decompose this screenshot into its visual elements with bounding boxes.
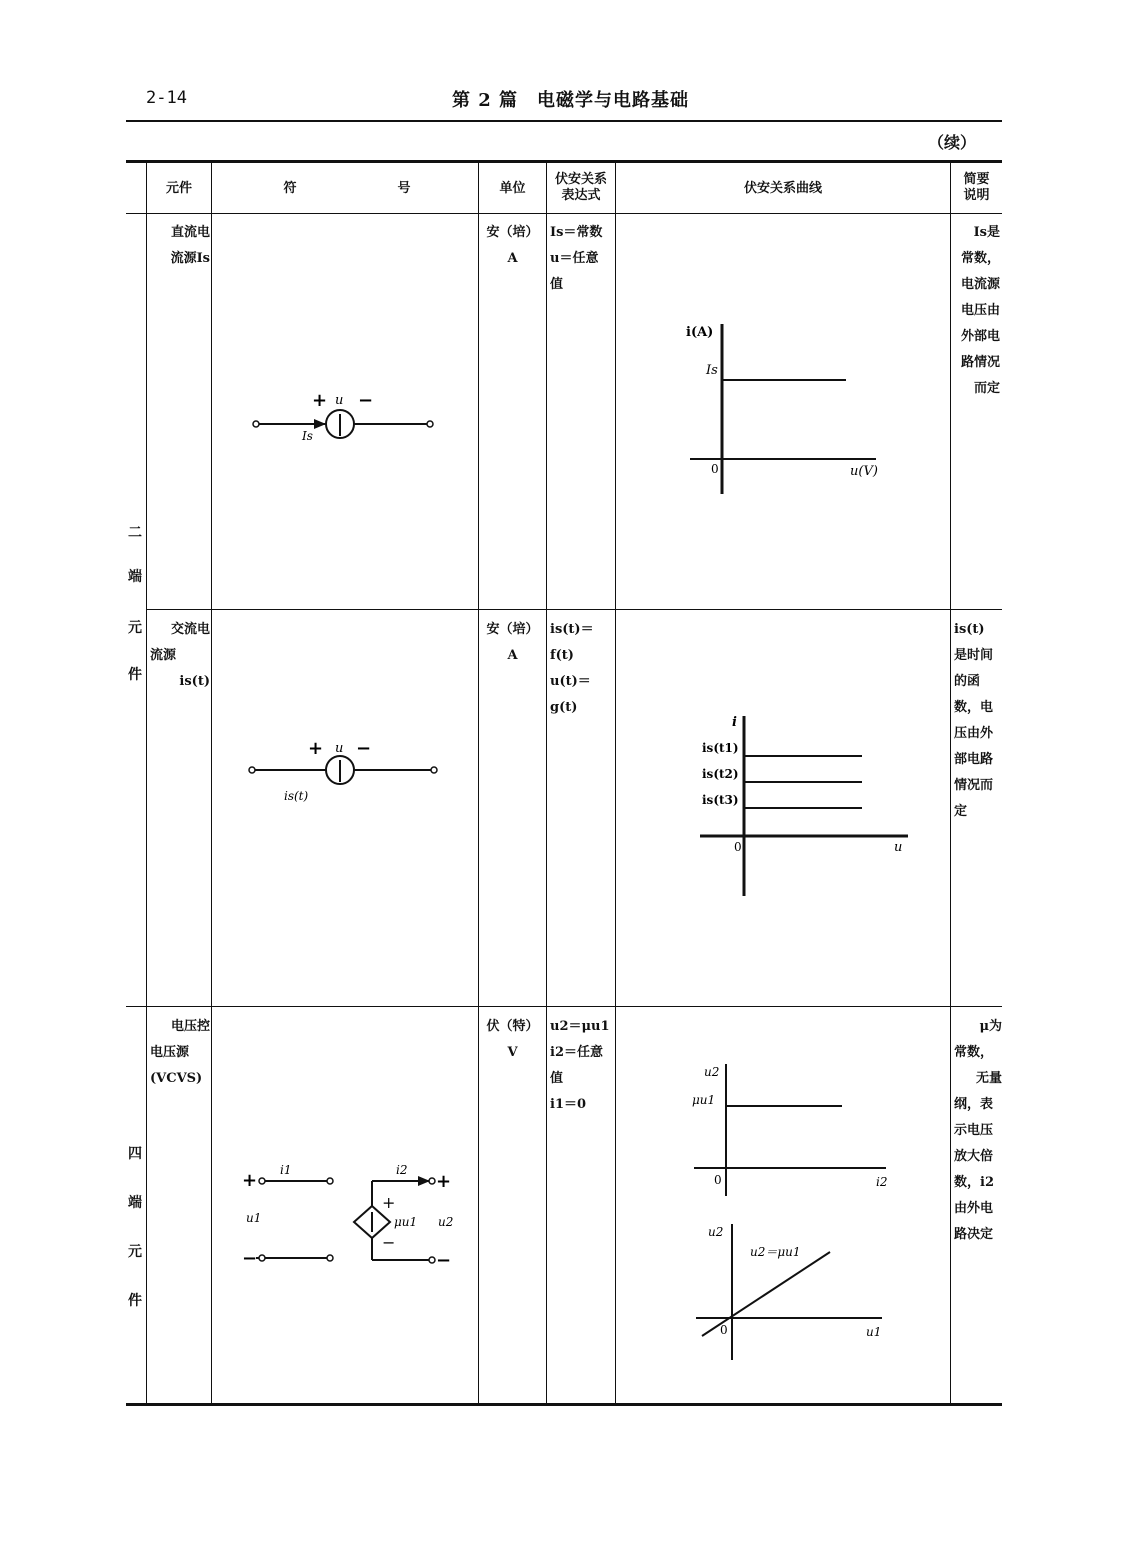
row3-unit (479, 1014, 546, 1066)
col-rule-4 (546, 163, 547, 1403)
row3-terminal-left-bottom-end (327, 1255, 333, 1261)
row2-unit-name: 安（培） (486, 622, 539, 637)
row3-unit-symbol: V (507, 1045, 518, 1060)
row1-element-line1: 直流电 (170, 225, 210, 240)
table-bottom-rule (126, 1403, 1002, 1406)
group-two-terminal-4: 件 (128, 667, 142, 683)
row1-sym-minus: − (358, 390, 374, 411)
row3-relation-line4: i1＝0 (550, 1097, 587, 1112)
row3-c2-origin-label: 0 (720, 1323, 728, 1337)
row1-unit-symbol: A (507, 251, 518, 266)
row2-terminal-left (249, 767, 255, 773)
row3-element (150, 1014, 210, 1092)
group-two-terminal-1: 二 (128, 525, 142, 541)
row1-note-line6: 路情况 (960, 355, 1000, 370)
row2-unit (479, 617, 546, 669)
row3-note-line7: 数，i2 (954, 1175, 994, 1190)
row2-element-line3: is(t) (179, 674, 210, 689)
row1-level-label: Is (706, 363, 718, 378)
row2-note-line1: is(t) (954, 622, 985, 637)
row3-terminal-left-bottom (259, 1255, 265, 1261)
row2-element (150, 617, 210, 695)
row2-element-line1: 交流电 (170, 622, 210, 637)
col-header-symbol-a: 符 (283, 181, 297, 196)
row2-note-line5: 压由外 (954, 726, 994, 741)
row1-relation (550, 220, 614, 298)
row3-c2-y-label: u2 (708, 1225, 724, 1239)
col-rule-6 (950, 163, 951, 1403)
row3-unit-name: 伏（特） (486, 1019, 539, 1034)
row3-relation-line3: 值 (550, 1071, 564, 1086)
col-header-note-b: 说明 (963, 188, 990, 203)
row1-sym-plus: + (312, 390, 328, 411)
row2-relation-line1: is(t)＝ (550, 622, 594, 637)
row1-curve-chart (680, 318, 910, 503)
row1-note-line5: 外部电 (960, 329, 1000, 344)
row3-note-line9: 路决定 (954, 1227, 994, 1242)
col-header-relation-a: 伏安关系 (554, 172, 607, 187)
row3-c1-y-label: u2 (704, 1065, 720, 1079)
row1-relation-line3: 值 (550, 277, 564, 292)
row2-origin-label: 0 (734, 840, 742, 854)
row3-c1-x-label: i2 (876, 1175, 888, 1189)
row3-sym-plus-right: + (436, 1171, 452, 1192)
row3-relation (550, 1014, 614, 1118)
col-header-unit: 单位 (499, 181, 526, 196)
row3-element-line2: 电压源 (150, 1045, 190, 1060)
row2-symbol-diagram (236, 730, 456, 810)
col-header-note-a: 简要 (963, 172, 990, 187)
row2-relation (550, 617, 614, 721)
group-four-terminal-4: 件 (128, 1293, 142, 1309)
row3-terminal-left-top (259, 1178, 265, 1184)
row3-sym-minus-left: − (242, 1248, 258, 1269)
row1-symbol-diagram (240, 380, 460, 460)
row2-sym-current: is(t) (284, 789, 309, 803)
col-rule-3 (478, 163, 479, 1403)
row3-symbol-diagram (236, 1150, 468, 1280)
header-bottom-rule (126, 213, 1002, 214)
row1-element (150, 220, 210, 272)
row3-sym-i1: i1 (280, 1163, 292, 1177)
row3-note-line2: 常数， (954, 1045, 994, 1060)
row2-x-label: u (894, 840, 903, 855)
row1-sym-u: u (335, 393, 344, 408)
row3-sym-u1: u1 (246, 1211, 262, 1225)
row1-note-line3: 电流源 (960, 277, 1000, 292)
row2-sym-plus: + (308, 738, 324, 759)
row1-relation-line2: u＝任意 (550, 251, 599, 266)
col-rule-2 (211, 163, 212, 1403)
row2-note-line8: 定 (954, 804, 968, 819)
row1-bottom-rule (146, 609, 1002, 610)
group-four-terminal-3: 元 (128, 1244, 142, 1260)
row3-note-line8: 由外电 (954, 1201, 994, 1216)
page-number: 2-14 (146, 88, 187, 108)
row3-note-line3: 无量 (975, 1071, 1002, 1086)
group-four-terminal-1: 四 (128, 1146, 142, 1162)
row3-c1-level-label: μu1 (692, 1093, 716, 1107)
row1-unit-name: 安（培） (486, 225, 539, 240)
row3-curve2-chart (688, 1218, 900, 1368)
col-header-element: 元件 (165, 181, 192, 196)
row1-terminal-right (427, 421, 433, 427)
row3-c2-x-label: u1 (866, 1325, 882, 1339)
group-two-terminal-3: 元 (128, 620, 142, 636)
row3-element-line1: 电压控 (170, 1019, 210, 1034)
row2-bottom-rule (126, 1006, 1002, 1007)
row3-curve1-chart (688, 1058, 900, 1198)
row1-sym-current: Is (302, 429, 313, 443)
row3-sym-i2: i2 (396, 1163, 408, 1177)
row3-sym-minus-right: − (436, 1250, 452, 1271)
group-four-terminal-2: 端 (128, 1195, 142, 1211)
row2-sym-minus: − (356, 738, 372, 759)
row2-terminal-right (431, 767, 437, 773)
row1-note (954, 220, 1000, 402)
row2-note-line2: 是时间 (954, 648, 994, 663)
row3-sym-mu-u1: μu1 (394, 1215, 418, 1229)
row3-sym-plus-src: + (382, 1193, 396, 1212)
continued-label: （续） (928, 133, 977, 152)
row1-terminal-left (253, 421, 259, 427)
row2-element-line2: 流源 (150, 648, 177, 663)
row3-c2-line-label: u2＝μu1 (750, 1245, 801, 1259)
row3-current-arrow-i2 (418, 1176, 430, 1186)
row1-note-line2: 常数， (960, 251, 1000, 266)
col-header-relation-b: 表达式 (561, 188, 601, 203)
col-rule-1 (146, 163, 147, 1403)
row2-level2-label: is(t2) (702, 767, 739, 781)
row3-note-line5: 示电压 (954, 1123, 994, 1138)
header-rule (126, 120, 1002, 122)
row1-note-line4: 电压由 (960, 303, 1000, 318)
row1-x-label: u(V) (850, 464, 878, 479)
row2-note-line4: 数，电 (954, 700, 994, 715)
row2-unit-symbol: A (507, 648, 518, 663)
table-top-rule (126, 160, 1002, 163)
row2-relation-line4: g(t) (550, 700, 578, 715)
row3-terminal-left-top-end (327, 1178, 333, 1184)
row3-sym-plus-left: + (242, 1170, 258, 1191)
row2-level3-label: is(t3) (702, 793, 739, 807)
row3-note (954, 1014, 1002, 1248)
col-rule-5 (615, 163, 616, 1403)
row1-relation-line1: Is＝常数 (550, 225, 603, 240)
row3-sym-minus-src: − (382, 1233, 396, 1252)
row2-relation-line3: u(t)＝ (550, 674, 591, 689)
row3-relation-line1: u2＝μu1 (550, 1019, 610, 1034)
row2-curve-chart (690, 708, 920, 903)
row2-note-line3: 的函 (954, 674, 981, 689)
row3-note-line1: μ为 (979, 1019, 1002, 1034)
row3-terminal-right-bottom (429, 1257, 435, 1263)
row3-sym-u2: u2 (438, 1215, 454, 1229)
row2-relation-line2: f(t) (550, 648, 574, 663)
row1-element-line2: 流源Is (170, 251, 210, 266)
page-title: 第 2 篇 电磁学与电路基础 (452, 90, 690, 111)
row1-origin-label: 0 (711, 462, 719, 476)
col-header-symbol-b: 号 (397, 181, 411, 196)
row3-c1-origin-label: 0 (714, 1173, 722, 1187)
row1-note-line7: 而定 (973, 381, 1000, 396)
row2-note-line6: 部电路 (954, 752, 994, 767)
row3-note-line4: 纲，表 (954, 1097, 994, 1112)
row2-level1-label: is(t1) (702, 741, 739, 755)
row2-y-label: i (732, 715, 737, 730)
row2-note (954, 617, 1002, 825)
row3-relation-line2: i2＝任意 (550, 1045, 603, 1060)
row1-current-arrow (314, 419, 326, 429)
row1-unit (479, 220, 546, 272)
row2-note-line7: 情况而 (954, 778, 994, 793)
row1-note-line1: Is是 (973, 225, 1000, 240)
group-two-terminal-2: 端 (128, 569, 142, 585)
row1-y-label: i(A) (686, 325, 714, 340)
row3-element-line3: (VCVS) (150, 1071, 203, 1086)
row3-note-line6: 放大倍 (954, 1149, 994, 1164)
row2-sym-u: u (335, 741, 344, 756)
col-header-curve: 伏安关系曲线 (743, 181, 822, 196)
